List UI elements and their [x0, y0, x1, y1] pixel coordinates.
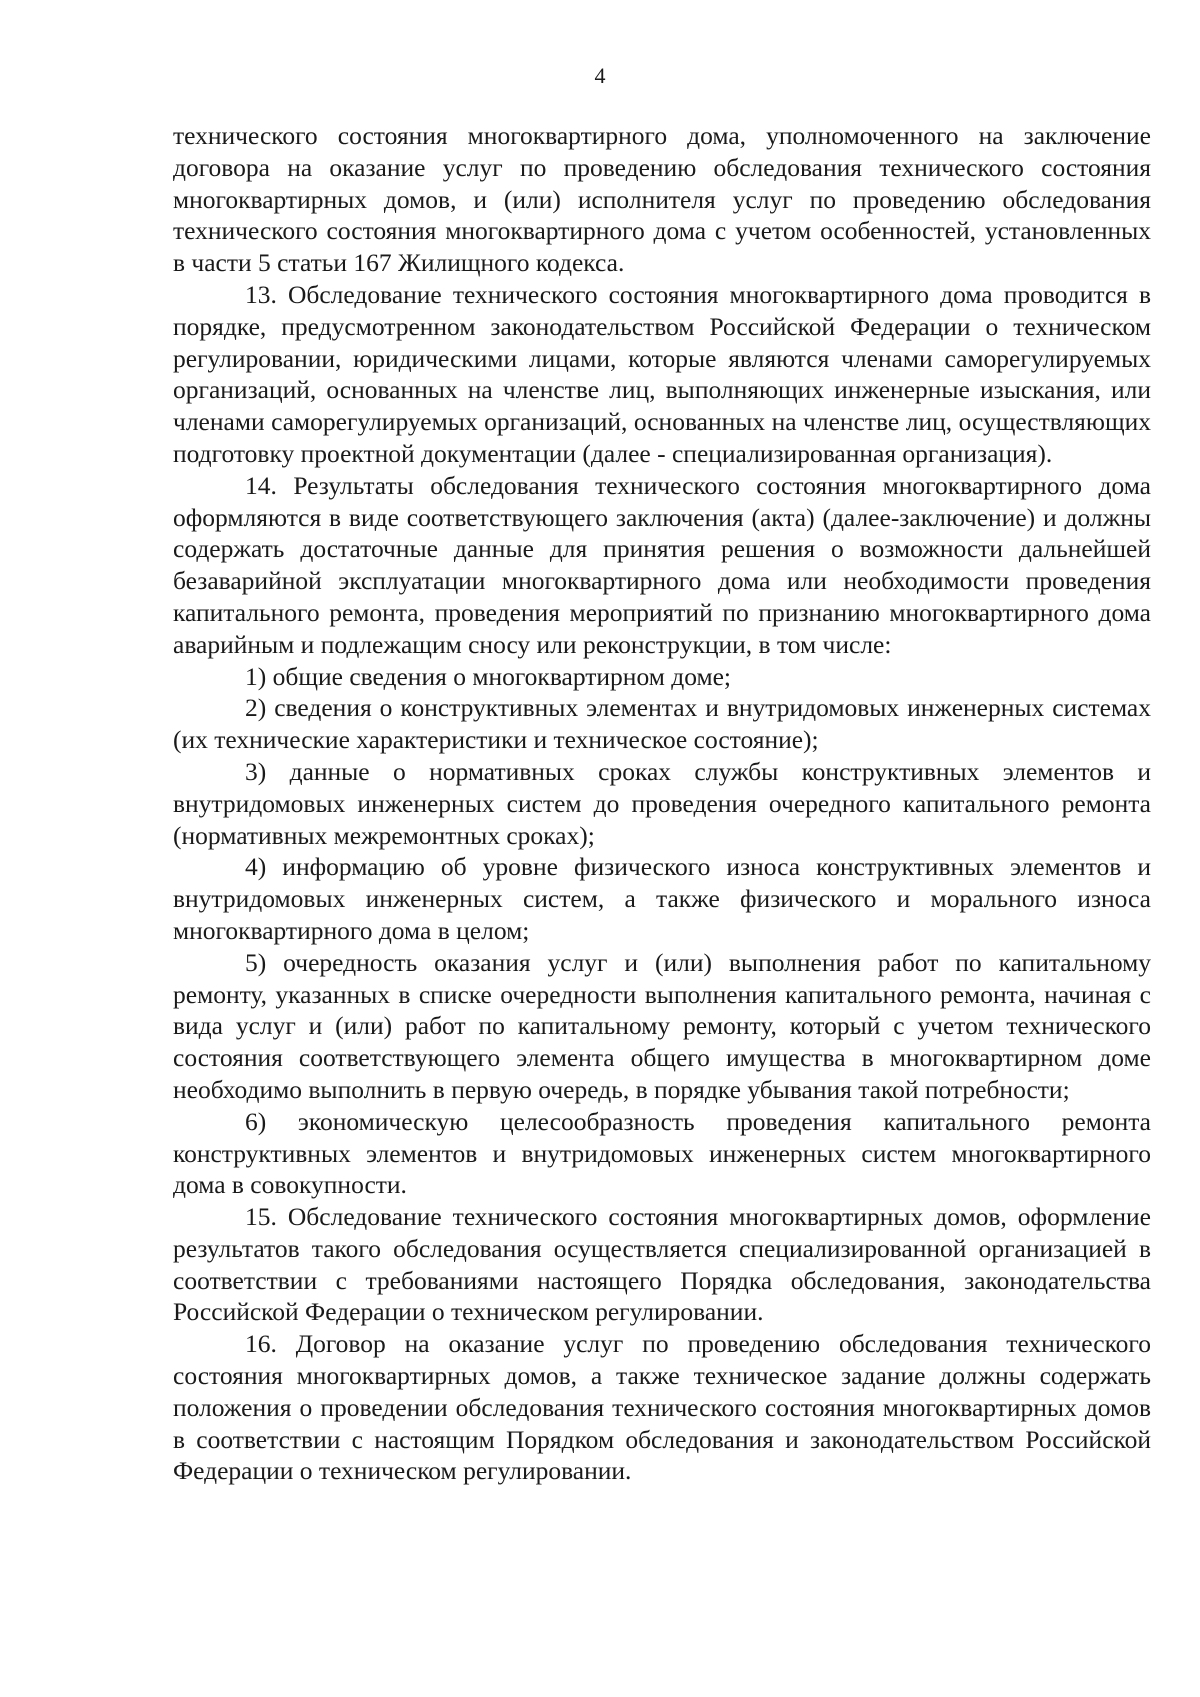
list-item-4: 4) информацию об уровне физического износа конструктивных элементов и внутридомовых инженерных систем, а также физического и морального износа многоквартирного дома в целом;	[173, 852, 1151, 945]
paragraph-continuation: технического состояния многоквартирного дома, уполномоченного на заключение договора на оказание услуг по проведению обследования технического состояния многоквартирных домов, и (или) исполнителя услуг по проведению обследования технического состояния многоквартирного дома с учетом особенностей, установленных в части 5 статьи 167 Жилищного кодекса.	[173, 121, 1151, 278]
paragraph-clause-15: 15. Обследование технического состояния многоквартирных домов, оформление результатов такого обследования осуществляется специализированной организацией в соответствии с требованиями настоящего Порядка обследования, законодательства Российской Федерации о техническом регулировании.	[173, 1202, 1151, 1327]
list-item-5: 5) очередность оказания услуг и (или) выполнения работ по капитальному ремонту, указанных в списке очередности выполнения капитального ремонта, начиная с вида услуг и (или) работ по капитальному ремонту, который с учетом технического состояния соответствующего элемента общего имущества в многоквартирном доме необходимо выполнить в первую очередь, в порядке убывания такой потребности;	[173, 947, 1151, 1104]
page-number: 4	[594, 63, 606, 88]
paragraph-clause-14: 14. Результаты обследования технического состояния многоквартирного дома оформляются в виде соответствующего заключения (акта) (далее-заключение) и должны содержать достаточные данные для принятия решения о возможности дальнейшей безаварийной эксплуатации многоквартирного дома или необходимости проведения капитального ремонта, проведения мероприятий по признанию многоквартирного дома аварийным и подлежащим сносу или реконструкции, в том числе:	[173, 470, 1151, 659]
paragraph-clause-13: 13. Обследование технического состояния многоквартирного дома проводится в порядке, предусмотренном законодательством Российской Федерации о техническом регулировании, юридическими лицами, которые являются членами саморегулируемых организаций, основанных на членстве лиц, выполняющих инженерные изыскания, или членами саморегулируемых организаций, основанных на членстве лиц, осуществляющих подготовку проектной документации (далее - специализированная организация).	[173, 279, 1151, 468]
list-item-1: 1) общие сведения о многоквартирном доме;	[245, 661, 731, 691]
paragraph-clause-16: 16. Договор на оказание услуг по проведению обследования технического состояния многоквартирных домов, а также техническое задание должны содержать положения о проведении обследования технического состояния многоквартирных домов в соответствии с настоящим Порядком обследования и законодательством Российской Федерации о техническом регулировании.	[173, 1329, 1151, 1486]
list-item-2: 2) сведения о конструктивных элементах и внутридомовых инженерных системах (их технические характеристики и техническое состояние);	[173, 693, 1151, 755]
document-body	[173, 120, 1151, 1487]
list-item-3: 3) данные о нормативных сроках службы конструктивных элементов и внутридомовых инженерных систем до проведения очередного капитального ремонта (нормативных межремонтных сроках);	[173, 756, 1151, 850]
list-item-6: 6) экономическую целесообразность проведения капитального ремонта конструктивных элементов и внутридомовых инженерных систем многоквартирного дома в совокупности.	[173, 1106, 1151, 1200]
